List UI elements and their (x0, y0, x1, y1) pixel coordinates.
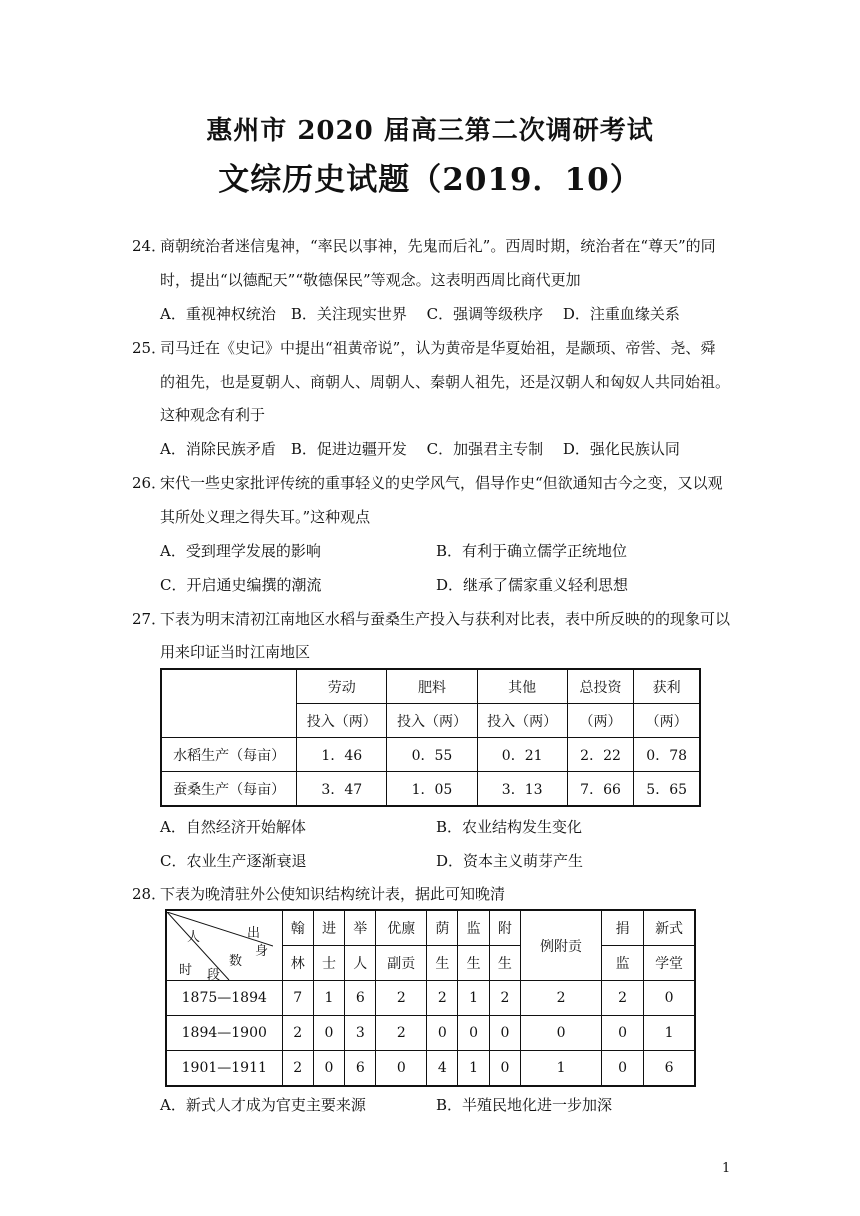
table-cell: 0 (521, 1016, 602, 1051)
question-26-number: 26． (132, 474, 167, 492)
table-cell: 0 (458, 1016, 489, 1051)
table-row (161, 738, 700, 772)
question-27-option-d: D．资本主义萌芽产生 (436, 852, 584, 870)
table-header-cell: 士 (313, 946, 344, 981)
question-28-number: 28． (132, 885, 167, 903)
table-header-cell: 翰 (282, 910, 313, 946)
question-27-option-b: B．农业结构发生变化 (436, 818, 583, 836)
table-header-cell: 副贡 (376, 946, 427, 981)
table-header-cell: 监 (458, 910, 489, 946)
table-cell: 1 (313, 981, 344, 1016)
table-cell: 4 (427, 1051, 458, 1087)
table-cell: 6 (345, 1051, 376, 1087)
question-27-option-c: C．农业生产逐渐衰退 (160, 852, 307, 870)
table-header-cell: 林 (282, 946, 313, 981)
question-24-line1: 商朝统治者迷信鬼神，“率民以事神，先鬼而后礼”。西周时期，统治者在“尊天”的同 (160, 237, 716, 255)
table-row (166, 1016, 695, 1051)
table-header-cell: 其他 (477, 669, 567, 704)
table-cell: 0．21 (477, 738, 567, 772)
table-cell: 7．66 (567, 772, 634, 807)
corner-label-shu: 数 (229, 953, 243, 969)
table-cell: 1 (458, 1051, 489, 1087)
table-cell: 2 (521, 981, 602, 1016)
table-header-cell: 生 (458, 946, 489, 981)
table-header-cell: 劳动 (297, 669, 387, 704)
question-25-line3: 这种观念有利于 (160, 406, 266, 424)
question-27-line2: 用来印证当时江南地区 (160, 643, 311, 661)
table-cell: 2．22 (567, 738, 634, 772)
question-26-line2: 其所处义理之得失耳。”这种观点 (160, 508, 371, 526)
row-label: 1901—1911 (166, 1051, 282, 1087)
corner-label-shi: 时 (179, 962, 193, 978)
table-header-cell: 获利 (634, 669, 700, 704)
exam-subtitle: 文综历史试题（2019．10） (218, 162, 642, 198)
row-label: 蚕桑生产（每亩） (161, 772, 297, 807)
table-header-row (166, 910, 695, 946)
corner-label-ren: 人 (187, 929, 201, 945)
table-row (161, 772, 700, 807)
question-28-option-b: B．半殖民地化进一步加深 (436, 1096, 613, 1114)
table-header-cell: 生 (427, 946, 458, 981)
question-24-line2: 时，提出“以德配天”“敬德保民”等观念。这表明西周比商代更加 (160, 271, 581, 289)
question-28-line1: 下表为晚清驻外公使知识结构统计表，据此可知晚清 (160, 885, 506, 903)
table-cell: 2 (282, 1016, 313, 1051)
question-26-option-b: B．有利于确立儒学正统地位 (436, 542, 628, 560)
table-row (166, 1051, 695, 1087)
corner-label-chu: 出 (247, 925, 261, 941)
table-header-cell: 例附贡 (521, 910, 602, 981)
question-27-number: 27． (132, 610, 167, 628)
question-25-line1: 司马迁在《史记》中提出“祖黄帝说”，认为黄帝是华夏始祖，是颛顼、帝喾、尧、舜 (160, 339, 716, 357)
table-header-cell: 进 (313, 910, 344, 946)
table-header-cell: 肥料 (387, 669, 477, 704)
table-cell: 1．05 (387, 772, 477, 807)
table-corner-cell (161, 669, 297, 738)
question-28-option-a: A．新式人才成为官吏主要来源 (160, 1096, 366, 1114)
table-cell: 0 (376, 1051, 427, 1087)
row-label: 1875—1894 (166, 981, 282, 1016)
exam-title: 惠州市 2020 届高三第二次调研考试 (206, 116, 654, 146)
question-25-line2: 的祖先，也是夏朝人、商朝人、周朝人、秦朝人祖先，还是汉朝人和匈奴人共同始祖。 (160, 373, 731, 391)
table-cell: 1 (644, 1016, 695, 1051)
table-header-cell: 生 (489, 946, 520, 981)
table-cell: 2 (282, 1051, 313, 1087)
question-26-option-d: D．继承了儒家重义轻利思想 (436, 576, 629, 594)
table-header-cell: （两） (567, 704, 634, 738)
table-cell: 0 (644, 981, 695, 1016)
question-24-options: A．重视神权统治 B．关注现实世界 C．强调等级秩序 D．注重血缘关系 (160, 305, 680, 323)
question-26-option-a: A．受到理学发展的影响 (160, 542, 321, 560)
table-cell: 6 (345, 981, 376, 1016)
table-header-cell: 总投资 (567, 669, 634, 704)
table-header-cell: 学堂 (644, 946, 695, 981)
table-cell: 0 (313, 1016, 344, 1051)
table-cell: 2 (489, 981, 520, 1016)
table-cell: 5．65 (634, 772, 700, 807)
question-27-option-a: A．自然经济开始解体 (160, 818, 306, 836)
table-cell: 0．78 (634, 738, 700, 772)
corner-label-duan: 段 (207, 967, 221, 983)
page-number: 1 (722, 1161, 731, 1176)
table-cell: 2 (376, 1016, 427, 1051)
table-cell: 0 (602, 1016, 644, 1051)
table-header-cell: 荫 (427, 910, 458, 946)
table-cell: 0 (489, 1051, 520, 1087)
question-25-options: A．消除民族矛盾 B．促进边疆开发 C．加强君主专制 D．强化民族认同 (160, 440, 680, 458)
table-cell: 3．13 (477, 772, 567, 807)
table-cell: 1．46 (297, 738, 387, 772)
table-header-cell: 优廪 (376, 910, 427, 946)
table-cell: 0 (602, 1051, 644, 1087)
table-cell: 7 (282, 981, 313, 1016)
table-cell: 2 (427, 981, 458, 1016)
table-header-cell: 捐 (602, 910, 644, 946)
table-header-cell: 新式 (644, 910, 695, 946)
table-header-cell: 人 (345, 946, 376, 981)
table-header-cell: 投入（两） (297, 704, 387, 738)
table-cell: 0 (489, 1016, 520, 1051)
table-cell: 6 (644, 1051, 695, 1087)
question-25-number: 25． (132, 339, 167, 357)
question-26-option-c: C．开启通史编撰的潮流 (160, 576, 322, 594)
rice-silk-comparison-table (160, 668, 701, 807)
table-header-row (161, 669, 700, 704)
table-row (166, 981, 695, 1016)
table-cell: 1 (458, 981, 489, 1016)
table-cell: 2 (376, 981, 427, 1016)
question-27-line1: 下表为明末清初江南地区水稻与蚕桑生产投入与获利对比表，表中所反映的的现象可以 (160, 610, 731, 628)
table-cell: 1 (521, 1051, 602, 1087)
table-header-cell: 投入（两） (387, 704, 477, 738)
table-header-cell: 投入（两） (477, 704, 567, 738)
table-header-cell: 附 (489, 910, 520, 946)
row-label: 水稻生产（每亩） (161, 738, 297, 772)
question-24-number: 24． (132, 237, 167, 255)
table-header-cell: 举 (345, 910, 376, 946)
table-cell: 0 (313, 1051, 344, 1087)
table-cell: 2 (602, 981, 644, 1016)
corner-label-shen: 身 (255, 943, 269, 959)
envoy-background-table (165, 909, 696, 1087)
table-header-cell: 监 (602, 946, 644, 981)
table-cell: 0 (427, 1016, 458, 1051)
table-cell: 0．55 (387, 738, 477, 772)
table-cell: 3 (345, 1016, 376, 1051)
row-label: 1894—1900 (166, 1016, 282, 1051)
table-cell: 3．47 (297, 772, 387, 807)
diagonal-header-cell (166, 910, 282, 981)
question-26-line1: 宋代一些史家批评传统的重事轻义的史学风气，倡导作史“但欲通知古今之变，又以观 (160, 474, 723, 492)
table-header-cell: （两） (634, 704, 700, 738)
